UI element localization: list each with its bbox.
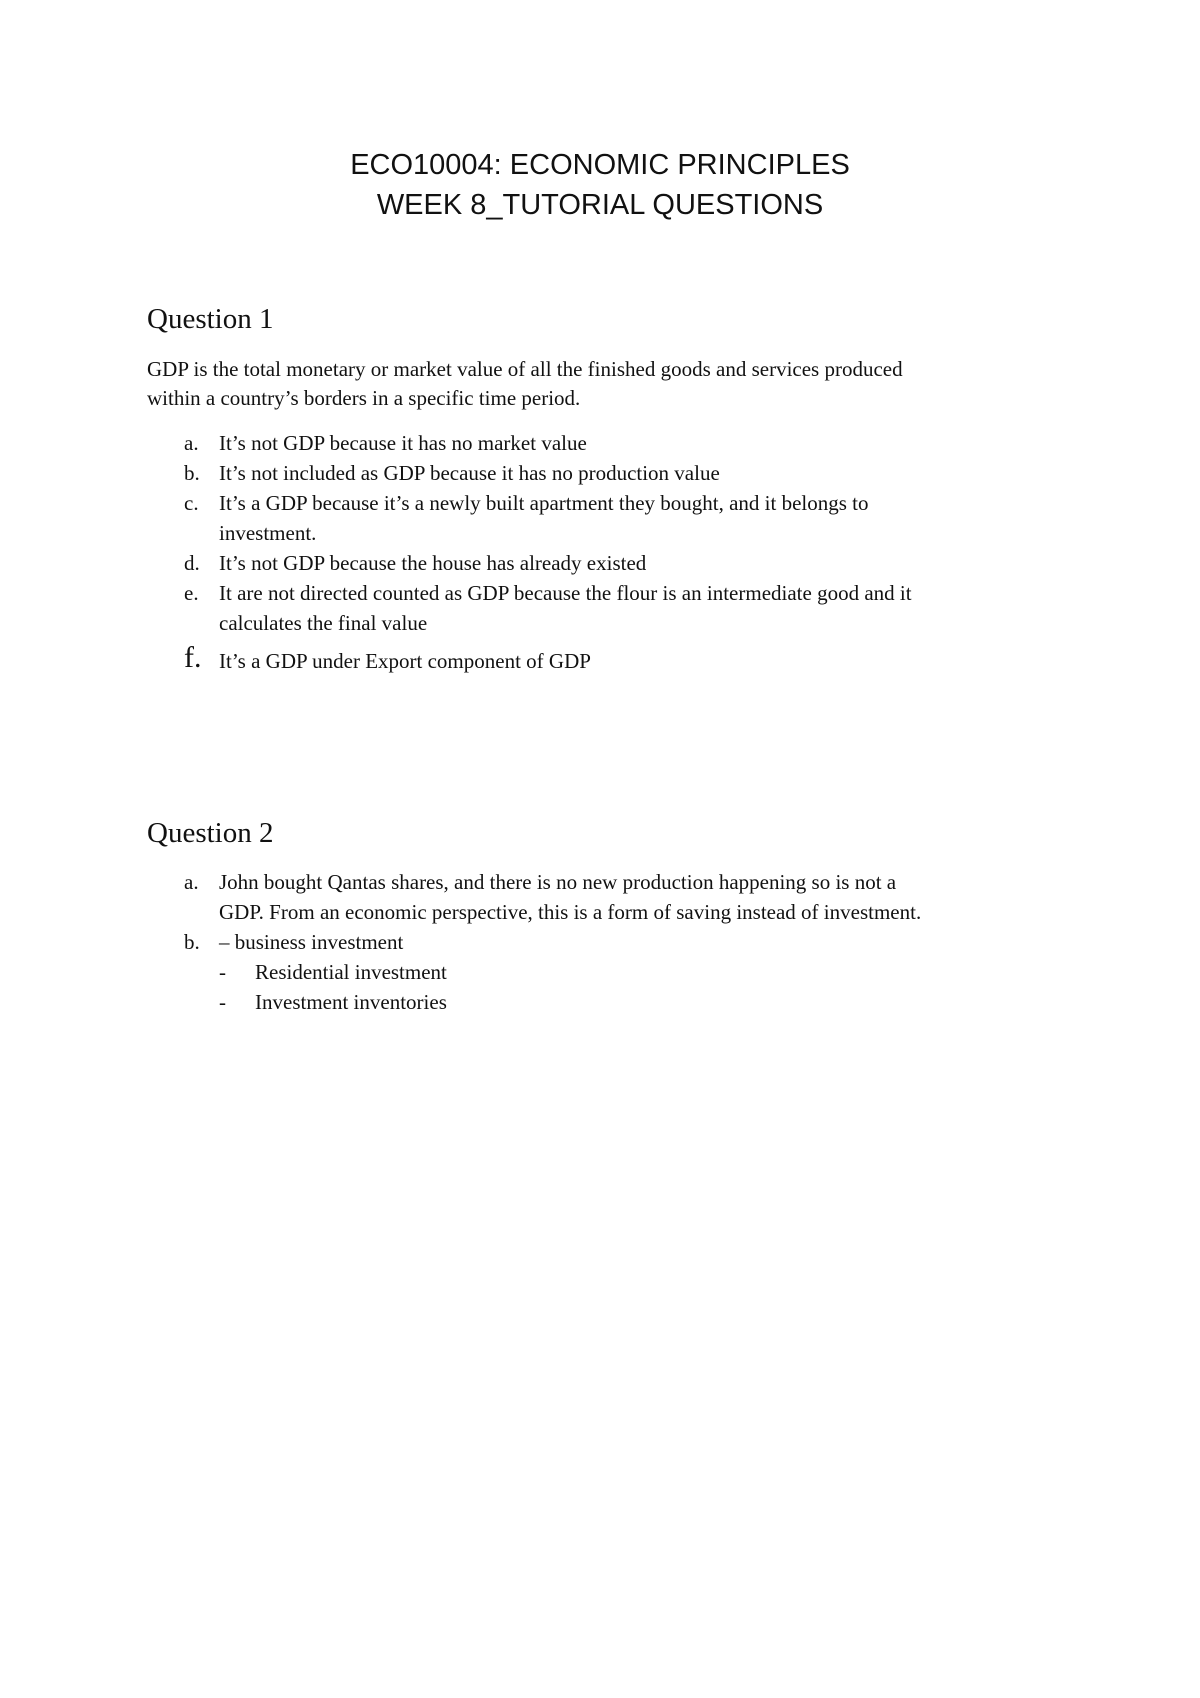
answer-text: It’s not GDP because the house has already existed xyxy=(219,551,647,575)
investment-sublist xyxy=(219,957,1047,1017)
list-item xyxy=(147,641,1047,676)
list-marker: a. xyxy=(184,431,199,455)
question-2-title: Question 2 xyxy=(147,817,274,849)
answer-text: It’s a GDP because it’s a newly built apartment they bought, and it belongs to xyxy=(219,491,869,515)
list-item xyxy=(147,428,1047,458)
course-title: ECO10004: ECONOMIC PRINCIPLES xyxy=(350,149,850,181)
answer-text-continued: calculates the final value xyxy=(219,611,428,635)
sublist-item xyxy=(219,987,1047,1017)
question-2-section xyxy=(147,815,1047,1017)
answer-text-continued: investment. xyxy=(219,521,317,545)
answer-text: – business investment xyxy=(219,930,404,954)
question-1-section xyxy=(147,301,1047,676)
sublist-item xyxy=(219,957,1047,987)
sublist-text: Investment inventories xyxy=(255,990,447,1014)
list-marker: b. xyxy=(184,930,200,954)
answer-text: John bought Qantas shares, and there is no new production happening so is not a xyxy=(219,870,897,894)
list-marker: f. xyxy=(184,641,202,674)
list-item xyxy=(147,548,1047,578)
answer-text: It’s not included as GDP because it has no production value xyxy=(219,461,720,485)
question-1-title: Question 1 xyxy=(147,303,274,335)
answer-text: It are not directed counted as GDP because the flour is an intermediate good and it xyxy=(219,581,912,605)
week-title: WEEK 8_TUTORIAL QUESTIONS xyxy=(376,189,824,221)
answer-text: It’s not GDP because it has no market value xyxy=(219,431,587,455)
question-1-intro xyxy=(147,355,1047,413)
answer-text: It’s a GDP under Export component of GDP xyxy=(219,649,591,673)
answer-text-continued: GDP. From an economic perspective, this is a form of saving instead of investment. xyxy=(219,900,922,924)
list-marker: b. xyxy=(184,461,200,485)
intro-line-2: within a country’s borders in a specific time period. xyxy=(147,386,581,410)
intro-line-1: GDP is the total monetary or market value of all the finished goods and services produced xyxy=(147,357,903,381)
list-marker: c. xyxy=(184,491,199,515)
list-item xyxy=(147,488,1047,548)
list-marker: e. xyxy=(184,581,199,605)
list-item xyxy=(147,867,1047,927)
list-item xyxy=(147,927,1047,1017)
sublist-text: Residential investment xyxy=(255,960,447,984)
sublist-dash: - xyxy=(219,990,226,1014)
document-header xyxy=(0,145,1200,225)
list-marker: d. xyxy=(184,551,200,575)
sublist-dash: - xyxy=(219,960,226,984)
question-1-answer-list xyxy=(147,428,1047,676)
list-item xyxy=(147,578,1047,638)
list-item xyxy=(147,458,1047,488)
question-2-answer-list xyxy=(147,867,1047,1017)
list-marker: a. xyxy=(184,870,199,894)
